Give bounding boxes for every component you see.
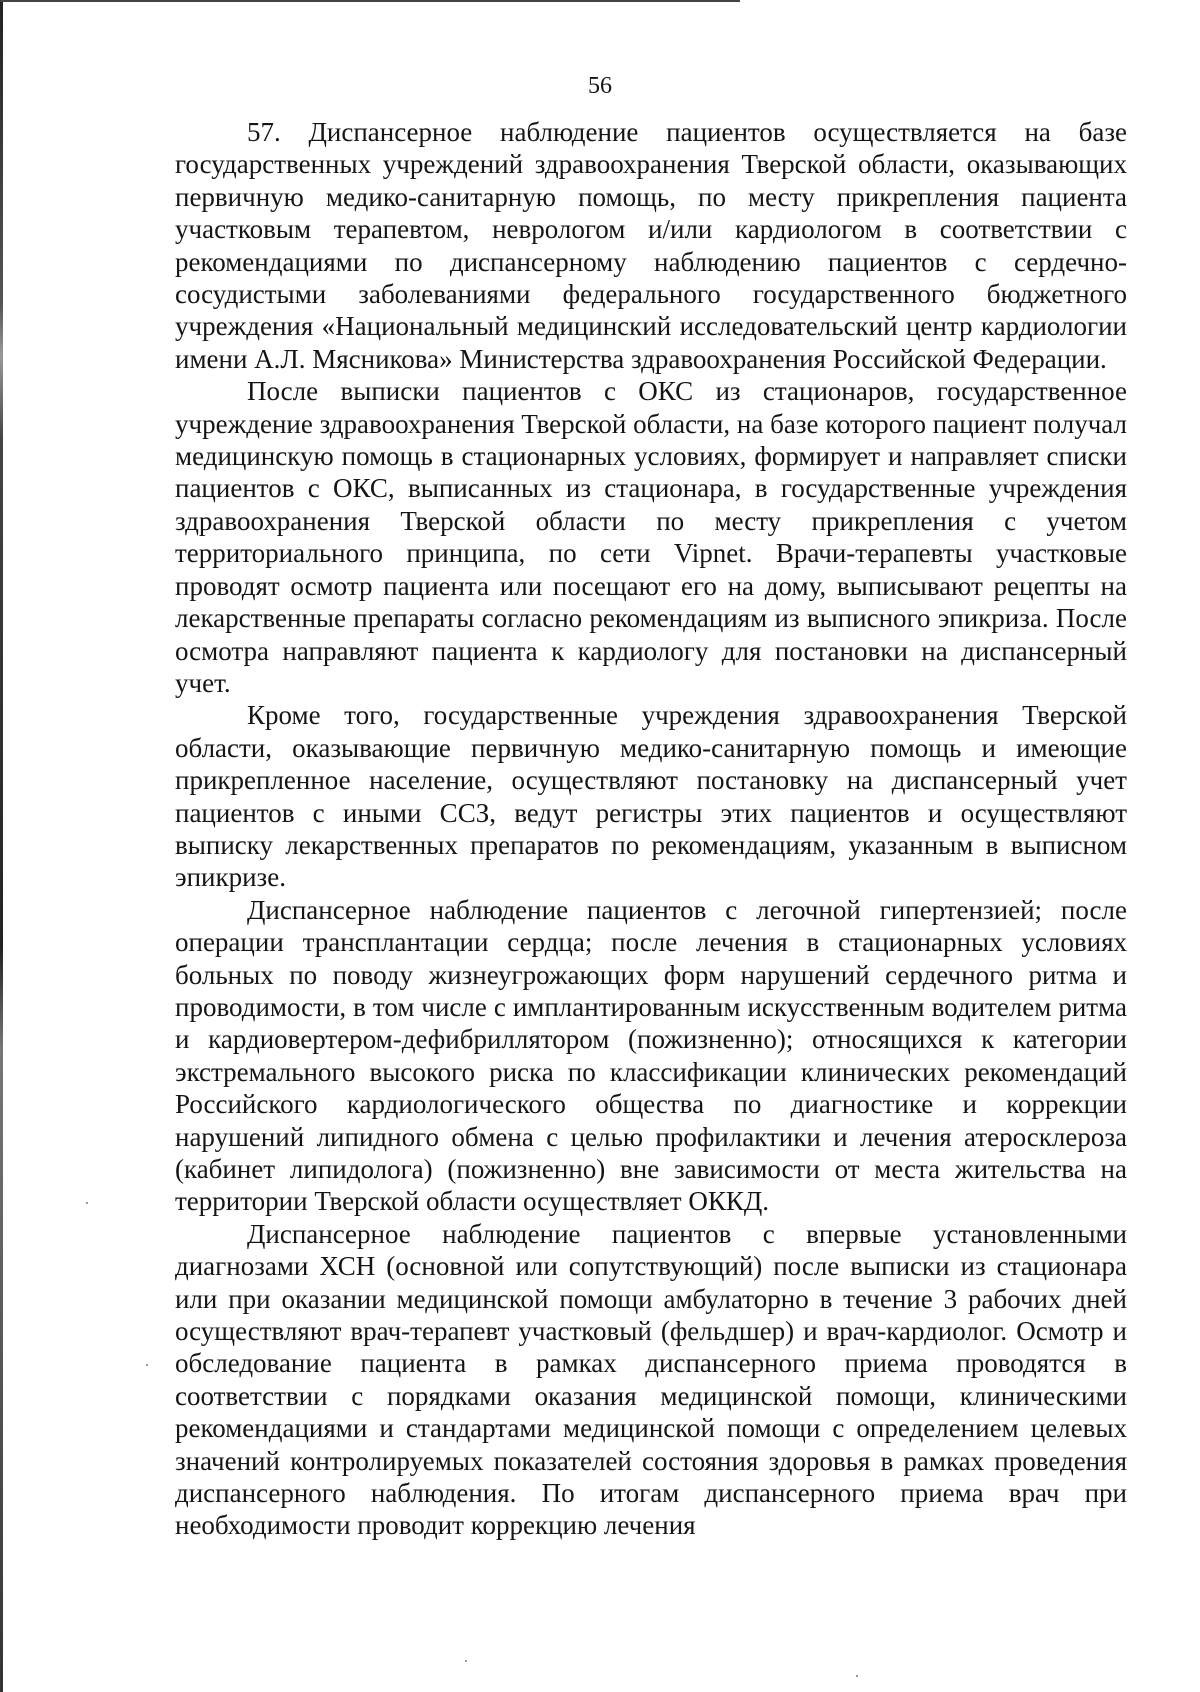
top-scan-line xyxy=(0,0,740,2)
scan-speck xyxy=(856,1675,858,1677)
paragraph-57: 57. Диспансерное наблюдение пациентов осуществляется на базе государственных учреждений здравоохранения Тверской области, оказывающих первичную медико-санитарную помощь, по месту прикрепления пациента участковым терапевтом, неврологом и/или кардиологом в соответствии с рекомендациями по диспансерному наблюдению пациентов с сердечно-сосудистыми заболеваниями федерального государственного бюджетного учреждения «Национальный медицинский исследовательский центр кардиологии имени А.Л. Мясникова» Министерства здравоохранения Российской Федерации. xyxy=(175,117,1127,374)
scan-speck xyxy=(465,1660,467,1662)
scan-speck xyxy=(146,1364,148,1366)
scan-edge xyxy=(0,0,3,1692)
page-number: 56 xyxy=(588,73,612,99)
paragraph-hsn-observation: Диспансерное наблюдение пациентов с впервые установленными диагнозами ХСН (основной или сопутствующий) после выписки из стационара или при оказании медицинской помощи амбулаторно в течение 3 рабочих дней осуществляют врач-терапевт участковый (фельдшер) и врач-кардиолог. Осмотр и обследование пациента в рамках диспансерного приема проводятся в соответствии с порядками оказания медицинской помощи, клиническими рекомендациями и стандартами медицинской помощи с определением целевых значений контролируемых показателей состояния здоровья в рамках проведения диспансерного наблюдения. По итогам диспансерного приема врач при необходимости проводит коррекцию лечения xyxy=(175,1218,1127,1541)
document-body xyxy=(175,116,1127,1542)
paragraph-other-ssz: Кроме того, государственные учреждения здравоохранения Тверской области, оказывающие первичную медико-санитарную помощь и имеющие прикрепленное население, осуществляют постановку на диспансерный учет пациентов с иными ССЗ, ведут регистры этих пациентов и осуществляют выписку лекарственных препаратов по рекомендациям, указанным в выписном эпикризе. xyxy=(175,700,1127,893)
paragraph-oks-discharge: После выписки пациентов с ОКС из стационаров, государственное учреждение здравоохранения Тверской области, на базе которого пациент получал медицинскую помощь в стационарных условиях, формирует и направляет списки пациентов с ОКС, выписанных из стационара, в государственные учреждения здравоохранения Тверской области по месту прикрепления с учетом территориального принципа, по сети Vipnet. Врачи-терапевты участковые проводят осмотр пациента или посещают его на дому, выписывают рецепты на лекарственные препараты согласно рекомендациям из выписного эпикриза. После осмотра направляют пациента к кардиологу для постановки на диспансерный учет. xyxy=(175,376,1127,698)
paragraph-okkd-observation: Диспансерное наблюдение пациентов с легочной гипертензией; после операции трансплантации сердца; после лечения в стационарных условиях больных по поводу жизнеугрожающих форм нарушений сердечного ритма и проводимости, в том числе с имплантированным искусственным водителем ритма и кардиовертером-дефибриллятором (пожизненно); относящихся к категории экстремального высокого риска по классификации клинических рекомендаций Российского кардиологического общества по диагностике и коррекции нарушений липидного обмена с целью профилактики и лечения атеросклероза (кабинет липидолога) (пожизненно) вне зависимости от места жительства на территории Тверской области осуществляет ОККД. xyxy=(175,894,1127,1217)
scan-speck xyxy=(86,1202,88,1204)
